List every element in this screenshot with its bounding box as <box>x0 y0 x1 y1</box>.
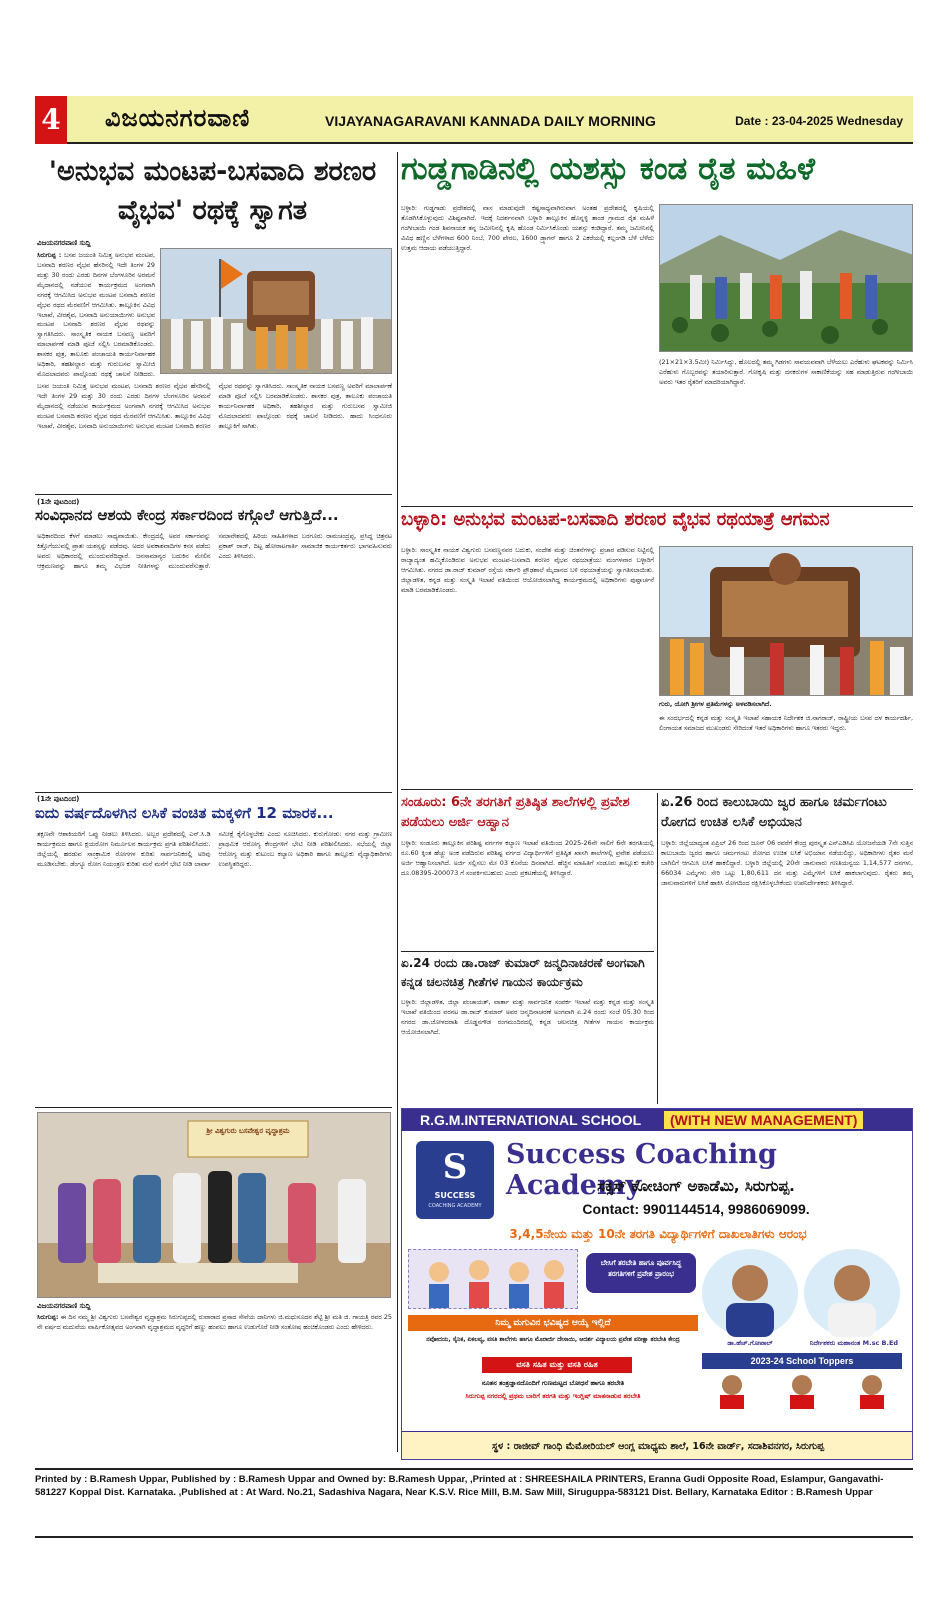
rythe-body-right: (21×21×3.5ಮೀ) ನಿರ್ಮಿಸಿದ್ದು, ಹೊಲದಲ್ಲಿ ತಮ್ಮ ಗಿಡಗಳು ಸಾವಯವವಾಗಿ ಬೆಳೆಯಲು ಎರೆಹುಳು ಘಟಕವನ್ನು ನಿರ್ಮಿಸಿ ಎರೆಹುಳು ಗೊಬ್ಬರವನ್ನು ತಯಾರಿಸುತ್ತಾರೆ. ಗೋಕೃಷಿ ಮತ್ತು ದನಕರುಗಳ ಸಾಕಾಣಿಕೆಯನ್ನು ಸಹ ಮಾಡುತ್ತಿರುವ ಗಂಗೀಬಾಯಿ ಅವರು ಇತರ ರೈತರಿಗೆ ಮಾದರಿಯಾಗಿದ್ದಾರೆ. <box>659 358 913 386</box>
ad-logo-sub: COACHING ACADEMY <box>428 1203 482 1209</box>
divider <box>401 506 913 507</box>
ratha-caption: ಗುರು, ಯೋಗಿ ಶ್ರೀಗಳ ಪ್ರತಿಮೆಗಳನ್ನು ಅಳವಡಿಸಲಾಗಿದೆ. <box>659 700 772 708</box>
ad-teacher-photo-2 <box>804 1249 900 1337</box>
old-age-home-banner: ಶ್ರೀ ವಿಶ್ವಗುರು ಬಸವೇಶ್ವರ ವೃದ್ಧಾಶ್ರಮ <box>206 1127 290 1135</box>
ad-admission: 3,4,5ನೇಯ ಮತ್ತು 10ನೇ ತರಗತಿ ವಿದ್ಯಾರ್ಥಿಗಳಿಗೆ ದಾಖಲಾತಿಗಳು ಆರಂಭ <box>509 1227 807 1241</box>
ad-address: ಸ್ಥಳ : ರಾಜೀವ್ ಗಾಂಧಿ ಮೆಮೋರಿಯಲ್ ಆಂಗ್ಲ ಮಾಧ್ಯಮ ಶಾಲೆ, 16ನೇ ವಾರ್ಡ್, ಸದಾಶಿವನಗರ, ಸಿರುಗುಪ್ಪ <box>402 1431 913 1460</box>
imprint-footer: Printed by : B.Ramesh Uppar, Published by : B.Ramesh Uppar and Owned by: B.Ramesh Uppar, ,Printed at : SHREESHAILA PRINTERS, Eranna Gudi Opposite Road, Eslampur, Gangavathi-581227 Koppal Dist. Karnataka. ,Published at : At Ward. No.21, Sadashiva Nagara, Near K.S.V. Rice Mill, B.M. Saw Mill, Siruguppa-583121 Dist. Bellary, Karnataka Editor : B.Ramesh Uppar <box>35 1474 884 1498</box>
children-illustration <box>409 1250 579 1310</box>
ratha-headline: ಬಳ್ಳಾರಿ: ಅನುಭವ ಮಂಟಪ-ಬಸವಾದಿ ಶರಣರ ವೈಭವ ರಥಯಾತ್ರೆ ಆಗಮನ <box>401 510 830 530</box>
ad-summer-badge: ಬೇಸಿಗೆ ತರಬೇತಿ ಹಾಗೂ ಪೂರ್ವಸಿದ್ಧ ತರಗತಿಗಳಿಗೆ ಪ್ರವೇಶ ಪ್ರಾರಂಭ <box>586 1253 696 1293</box>
samvidhana-tag: (1ನೇ ಪುಟದಿಂದ) <box>37 498 80 506</box>
shale-body: ಬಳ್ಳಾರಿ: ಸಂಡೂರು ತಾಲ್ಲೂಕಿನ ಪರಿಶಿಷ್ಟ ವರ್ಗಗಳ ಕಲ್ಯಾಣ ಇಲಾಖೆ ವತಿಯಿಂದ 2025-26ನೇ ಸಾಲಿಗೆ 6ನೇ ತರಗತಿಯಲ್ಲಿ ರೂ.60 ಕ್ಕಿಂತ ಹೆಚ್ಚು ಅಂಕ ಪಡೆದಿರುವ ಪರಿಶಿಷ್ಟ ವರ್ಗದ ವಿದ್ಯಾರ್ಥಿಗಳಿಗೆ ಪ್ರತಿಷ್ಠಿತ ಖಾಸಗಿ ಶಾಲೆಗಳಲ್ಲಿ ಪ್ರವೇಶ ಪಡೆಯಲು ಅರ್ಜಿ ಆಹ್ವಾನಿಸಲಾಗಿದೆ. ಅರ್ಜಿ ಸಲ್ಲಿಸಲು ಮೇ 03 ಕೊನೆಯ ದಿನವಾಗಿದೆ. ಹೆಚ್ಚಿನ ಮಾಹಿತಿಗೆ ಸಂಡೂರು ತಾಲ್ಲೂಕು ಕಚೇರಿ ದೂ.08395-200073 ಗೆ ಸಂಪರ್ಕಿಸಬಹುದು ಎಂದು ಪ್ರಕಟಣೆಯಲ್ಲಿ ತಿಳಿಸಿದ್ದಾರೆ. <box>401 839 654 877</box>
ad-logo <box>416 1141 494 1219</box>
ad-logo-letter: S <box>442 1147 468 1187</box>
ad-teacher-2-name: ನಿರ್ದೇಶಕರು ಮಹಾನಂತ M.sc B.Ed <box>809 1339 899 1347</box>
footer-rule <box>35 1468 913 1470</box>
farm-field-photo <box>660 205 913 352</box>
ad-contact: Contact: 9901144514, 9986069099. <box>582 1201 810 1217</box>
lasike-headline: ಐದು ವರ್ಷದೊಳಗಿನ ಲಸಿಕೆ ವಂಚಿತ ಮಕ್ಕಳಿಗೆ 12 ಮಾರಕ... <box>35 805 334 822</box>
anubhava-dateline: ಸಿರುಗುಪ್ಪ : <box>37 251 62 259</box>
ad-toppers-title: 2023-24 School Toppers <box>702 1353 902 1369</box>
ad-child-banner: ನಿಮ್ಮ ಮಗುವಿನ ಭವಿಷ್ಯದ ಆಯ್ಕೆ ಇಲ್ಲಿದೆ <box>408 1315 698 1331</box>
basavaprema-text: ಈ ದಿನ ನಮ್ಮ ಶ್ರೀ ವಿಶ್ವಗುರು ಬಸವೇಶ್ವರ ವೃದ್ಧಾಶ್ರಮ ಸಿರುಗುಪ್ಪದಲ್ಲಿ ರುವಾರಾದ ಪ್ರಸಾದ ಸೇವೆಯ ದಾನಿಗಳು ಜಿ.ಮಧುಸೂದನ ಶೆಟ್ಟಿ ಶ್ರೀ ಮತಿ ಜಿ. ಗಾಯತ್ರಿ ರವರ 25 ನೇ ವರ್ಷದ ಮದುವೆಯ ವಾರ್ಷಿಕೋತ್ಸವದ ಅಂಗವಾಗಿ ವೃದ್ಧಾಶ್ರಮದ ವೃದ್ಧರಿಗೆ ಹಣ್ಣು ಹಂಪಲು ಹಾಗೂ ಉಡುಗೊರೆ ನೀಡಿ ಸಂತೋಷ ಹಂಚಿಕೊಂಡರು ಎಂದು ಹೇಳಿದರು. <box>37 1313 392 1331</box>
anubhava-byline: ವಿಜಯನಗರವಾಣಿ ಸುದ್ದಿ <box>37 239 91 247</box>
ratha-photo <box>659 546 913 696</box>
lasike-body: ತಕ್ಷಣವೇ ಆಶಾಕಿಯರಿಗೆ ಒಪ್ಪು ನೀಡಲು ತಿಳಿಸಿದರು. ಅಬ್ಬರ ಪ್ರದೇಶದಲ್ಲಿ ಎನ್.ಸಿ.ಡಿ ಕಾರ್ಯಕ್ರಮದ ಹಾಗೂ ಕ್ಷಯರೋಗ ನಿರ್ಮೂಲನ ಕಾರ್ಯಕ್ರಮ ಪ್ರಗತಿ ಪರಿಶೀಲಿಸಿದರು. ಜಿಲ್ಲೆಯಲ್ಲಿ ಹರಡುವ ಸಾಂಕ್ರಾಮಿಕ ರೋಗಗಳ ಕುರಿತು ಸಾರ್ವಜನಿಕರಲ್ಲಿ ಅರಿವು ಮೂಡಿಸಬೇಕು. ಡೆಂಗ್ಯೂ ರೋಗ ನಿಯಂತ್ರಣ ಕುರಿತು ಮನೆ ಮನೆಗೆ ಭೇಟಿ ನೀಡಿ ಲಾರ್ವಾ ಸಮೀಕ್ಷೆ ಕೈಗೊಳ್ಳಬೇಕು ಎಂದು ಸೂಚಿಸಿದರು. ಕುರುಗೋಡು: ನಗರ ಮತ್ತು ಗ್ರಾಮೀಣ ಪ್ರಾಥಮಿಕ ಆರೋಗ್ಯ ಕೇಂದ್ರಗಳಿಗೆ ಭೇಟಿ ನೀಡಿ ಪರಿಶೀಲಿಸಿದರು. ಸಭೆಯಲ್ಲಿ ಜಿಲ್ಲಾ ಆರೋಗ್ಯ ಮತ್ತು ಕುಟುಂಬ ಕಲ್ಯಾಣ ಅಧಿಕಾರಿ ಹಾಗೂ ತಾಲ್ಲೂಕು ವೈದ್ಯಾಧಿಕಾರಿಗಳು ಉಪಸ್ಥಿತರಿದ್ದರು. <box>37 830 392 868</box>
ad-school-strip <box>402 1109 913 1131</box>
ratha-crowd-photo <box>161 249 392 374</box>
divider <box>401 789 913 790</box>
ad-academy-kannada: ಸಕ್ಸಸ್ ಕೋಚಿಂಗ್ ಅಕಾಡೆಮಿ, ಸಿರುಗುಪ್ಪ. <box>597 1177 795 1195</box>
ad-school-tag: (WITH NEW MANAGEMENT) <box>664 1111 863 1129</box>
footer-bottom-rule <box>35 1536 913 1538</box>
column-rule <box>397 152 398 1452</box>
old-age-home-photo <box>37 1112 391 1298</box>
coaching-advertisement <box>401 1108 913 1460</box>
newspaper-page <box>35 96 913 1551</box>
masthead <box>35 96 913 144</box>
ad-logo-text: SUCCESS <box>434 1191 476 1200</box>
ratha-body-right: ಈ ಸಂದರ್ಭದಲ್ಲಿ ಕನ್ನಡ ಮತ್ತು ಸಂಸ್ಕೃತಿ ಇಲಾಖೆ ಸಹಾಯಕ ನಿರ್ದೇಶಕ ಜಿ.ನಾಗರಾಜ್, ರಾಷ್ಟ್ರೀಯ ಬಸವ ದಳ ಕಾರ್ಯದರ್ಶಿ, ಲಿಂಗಾಯತ ಸಮಾಜದ ಮುಖಂಡರು ಸೇರಿದಂತೆ ಇತರೆ ಅಧಿಕಾರಿಗಳು ಹಾಗೂ ಇತರರು ಇದ್ದರು. <box>659 714 913 732</box>
page-number: 4 <box>35 96 67 144</box>
samvidhana-headline: ಸಂವಿಧಾನದ ಆಶಯ ಕೇಂದ್ರ ಸರ್ಕಾರದಿಂದ ಕಗ್ಗೊಲೆ ಆಗುತ್ತಿದೆ... <box>35 507 339 524</box>
ad-facilities: ನವೋದಯ, ಸೈನಿಕ, ಏಕಲವ್ಯ, ವಸತಿ ಶಾಲೆಗಳು ಹಾಗೂ ಮೊರಾರ್ಜಿ ದೇಸಾಯಿ, ಆದರ್ಶ ವಿದ್ಯಾಲಯ ಪ್ರವೇಶ ಪರೀಕ್ಷಾ ತರಬೇತಿ ಕೇಂದ್ರ <box>426 1336 680 1343</box>
basavaprema-byline: ವಿಜಯನಗರವಾಣಿ ಸುದ್ದಿ <box>37 1302 91 1310</box>
divider <box>35 1107 392 1108</box>
ad-hostel: ವಸತಿ ಸಹಿತ ಮತ್ತು ವಸತಿ ರಹಿತ <box>482 1357 632 1373</box>
shale-headline: ಸಂಡೂರು: 6ನೇ ತರಗತಿಗೆ ಪ್ರತಿಷ್ಠಿತ ಶಾಲೆಗಳಲ್ಲಿ ಪ್ರವೇಶ ಪಡೆಯಲು ಅರ್ಜಿ ಆಹ್ವಾನ <box>401 795 630 831</box>
ad-toppers-photos <box>702 1371 902 1409</box>
ad-teacher-photo-1 <box>702 1249 798 1337</box>
column-rule <box>657 793 658 1104</box>
ad-teacher-1-name: ಡಾ.ಹೆಚ್.ಗೋಪಾಲ್ <box>727 1339 773 1347</box>
divider <box>401 951 654 952</box>
rythe-body: ಬಳ್ಳಾರಿ: ಗುಡ್ಡಗಾಡು ಪ್ರದೇಶದಲ್ಲಿ ವಾಸ ಮಾಡುವುದೇ ಕಷ್ಟಸಾಧ್ಯವಾಗಿರುವಾಗ ಅಂತಹ ಪ್ರದೇಶದಲ್ಲಿ ಕೃಷಿಯಲ್ಲಿ ತೊಡಗಿಸಿಕೊಳ್ಳುವುದು ವಿಶಿಷ್ಟವಾಗಿದೆ. ಇದಕ್ಕೆ ನಿದರ್ಶನವಾಗಿ ಬಳ್ಳಾರಿ ತಾಲ್ಲೂಕಿನ ಹೊನ್ನಳ್ಳಿ ತಾಂಡ ಗ್ರಾಮದ ರೈತ ಮಹಿಳೆ ಗಂಗೀಬಾಯಿ ಗಂಡ ಶಿವನಾಯಕ ತನ್ನ ಜಮೀನಿನಲ್ಲಿ ಕೃಷಿ ಹೊಂಡ ನಿರ್ಮಿಸಿಕೊಂಡು ಯಶಸ್ಸು ಕಂಡಿದ್ದಾರೆ. ತಮ್ಮ ಜಮೀನಿನಲ್ಲಿ ವಿವಿಧ ಹಣ್ಣಿನ ಬೆಳೆಗಳಾದ 600 ನಿಂಬೆ, 700 ಪೇರಲ, 1600 ಡ್ರ್ಯಾಗನ್ ಹಾಗೂ 2 ಎಕರೆಯಲ್ಲಿ ಕಲ್ಲಂಗಡಿ ಬೆಳೆ ಬೆಳೆದು ಉತ್ತಮ ಆದಾಯ ಪಡೆಯುತ್ತಿದ್ದಾರೆ. <box>401 204 654 252</box>
rythe-headline: ಗುಡ್ಡಗಾಡಿನಲ್ಲಿ ಯಶಸ್ಸು ಕಂಡ ರೈತ ಮಹಿಳೆ <box>401 152 816 187</box>
masthead-title-english: VIJAYANAGARAVANI KANNADA DAILY MORNING <box>325 113 656 129</box>
lasike-tag: (1ನೇ ಪುಟದಿಂದ) <box>37 795 80 803</box>
rythe-photo <box>659 204 913 352</box>
ad-note-2: ಸಿರುಗುಪ್ಪ ನಗರದಲ್ಲಿ ಪ್ರಥಮ ಬಾರಿಗೆ ತರಗತಿ ಮತ್ತು ಇಂಗ್ಲಿಷ್ ಮಾತನಾಡುವ ತರಬೇತಿ <box>465 1392 641 1400</box>
ad-academy-name: Success Coaching Academy <box>506 1139 777 1201</box>
masthead-title-kannada: ವಿಜಯನಗರವಾಣಿ <box>105 104 251 132</box>
ad-school-name: R.G.M.INTERNATIONAL SCHOOL <box>420 1112 642 1128</box>
ratha-welcome-photo <box>660 547 913 696</box>
basavaprema-body <box>37 1313 392 1391</box>
anubhava-body-continued: ಬಸವ ಜಯಂತಿ ನಿಮಿತ್ತ ಅನುಭವ ಮಂಟಪ, ಬಸವಾದಿ ಶರಣರ ವೈಭವ ಹೆಸರಿನಲ್ಲಿ ಇದೇ ತಿಂಗಳ 29 ಮತ್ತು 30 ರಂದು ಎರಡು ದಿನಗಳ ಬೆಂಗಳೂರಿನ ಅರಮನೆ ಮೈದಾನದಲ್ಲಿ ನಡೆಯುವ ಕಾರ್ಯಕ್ರಮದ ಅಂಗವಾಗಿ ನಗರಕ್ಕೆ ಆಗಮಿಸಿದ ಅನುಭವ ಮಂಟಪ ಬಸವಾದಿ ಶರಣರ ವೈಭವ ರಥದ ಮೆರವಣಿಗೆ ಆಗಮಿಸಿತು. ತಾಲ್ಲೂಕಿನ ವಿವಿಧ ಇಲಾಖೆ, ವೀರಶೈವ, ಬಸವಾದಿ ಅನುಯಾಯಿಗಳು ಅನುಭವ ಮಂಟಪ ಬಸವಾದಿ ಶರಣರ ವೈಭವ ರಥವನ್ನು ಸ್ವಾಗತಿಸಿದರು. ಸಾಂಸ್ಕೃತಿಕ ನಾಯಕ ಬಸವಣ್ಣ ಅವರಿಗೆ ಮಾಲಾರ್ಪಣೆ ಮಾಡಿ ಪೂಜೆ ಸಲ್ಲಿಸಿ ಬರಮಾಡಿಕೊಂಡರು. ಶಾಸಕರ ಪುತ್ರ, ತಾಲೂಕು ಪಂಚಾಯತಿ ಕಾರ್ಯನಿರ್ವಾಹಕ ಅಧಿಕಾರಿ, ತಹಶೀಲ್ದಾರ ಮತ್ತು ಗುರುಬಸವ ಸ್ವಾಮೀಜಿ ಮೊದಲಾದವರು ಪಾಲ್ಗೊಂಡು ರಥಕ್ಕೆ ಚಾಲನೆ ನೀಡಿದರು. ಹಾದು ಸಿಂಧನೂರು ತಾಲ್ಲೂಕಿಗೆ ಸಾಗಿತು. <box>37 382 392 430</box>
anubhava-text: ಬಸವ ಜಯಂತಿ ನಿಮಿತ್ತ ಅನುಭವ ಮಂಟಪ, ಬಸವಾದಿ ಶರಣರ ವೈಭವ ಹೆಸರಿನಲ್ಲಿ ಇದೇ ತಿಂಗಳ 29 ಮತ್ತು 30 ರಂದು ಎರಡು ದಿನಗಳ ಬೆಂಗಳೂರಿನ ಅರಮನೆ ಮೈದಾನದಲ್ಲಿ ನಡೆಯುವ ಕಾರ್ಯಕ್ರಮದ ಅಂಗವಾಗಿ ನಗರಕ್ಕೆ ಆಗಮಿಸಿದ ಅನುಭವ ಮಂಟಪ ಬಸವಾದಿ ಶರಣರ ವೈಭವ ರಥದ ಮೆರವಣಿಗೆ ಆಗಮಿಸಿತು. ತಾಲ್ಲೂಕಿನ ವಿವಿಧ ಇಲಾಖೆ, ವೀರಶೈವ, ಬಸವಾದಿ ಅನುಯಾಯಿಗಳು ಅನುಭವ ಮಂಟಪ ಬಸವಾದಿ ಶರಣರ ವೈಭವ ರಥವನ್ನು ಸ್ವಾಗತಿಸಿದರು. ಸಾಂಸ್ಕೃತಿಕ ನಾಯಕ ಬಸವಣ್ಣ ಅವರಿಗೆ ಮಾಲಾರ್ಪಣೆ ಮಾಡಿ ಪೂಜೆ ಸಲ್ಲಿಸಿ ಬರಮಾಡಿಕೊಂಡರು. ಶಾಸಕರ ಪುತ್ರ, ತಾಲೂಕು ಪಂಚಾಯತಿ ಕಾರ್ಯನಿರ್ವಾಹಕ ಅಧಿಕಾರಿ, ತಹಶೀಲ್ದಾರ ಮತ್ತು ಗುರುಬಸವ ಸ್ವಾಮೀಜಿ ಮೊದಲಾದವರು ಪಾಲ್ಗೊಂಡು ರಥಕ್ಕೆ ಚಾಲನೆ ನೀಡಿದರು. <box>37 251 155 379</box>
jwara-headline: ಏ.26 ರಿಂದ ಕಾಲುಬಾಯಿ ಜ್ವರ ಹಾಗೂ ಚರ್ಮಗಂಟು ರೋಗದ ಉಚಿತ ಲಸಿಕೆ ಅಭಿಯಾನ <box>661 795 887 831</box>
anubhava-body <box>37 251 155 381</box>
rajkumar-headline: ಏ.24 ರಂದು ಡಾ.ರಾಜ್ ಕುಮಾರ್ ಜನ್ಮದಿನಾಚರಣೆ ಅಂಗವಾಗಿ ಕನ್ನಡ ಚಲನಚಿತ್ರ ಗೀತೆಗಳ ಗಾಯನ ಕಾರ್ಯಕ್ರಮ <box>401 956 645 989</box>
jwara-body: ಬಳ್ಳಾರಿ: ಜಿಲ್ಲೆಯಾದ್ಯಂತ ಏಪ್ರಿಲ್ 26 ರಿಂದ ಜೂನ್ 06 ರವರೆಗೆ ಕೇಂದ್ರ ಪುರಸ್ಕೃತ ಎನ್‌ಎಡಿಸಿಪಿ ಯೋಜನೆಯಡಿ 7ನೇ ಸುತ್ತಿನ ಕಾಲುಬಾಯಿ ಜ್ವರದ ಹಾಗೂ ಚರ್ಮಗಂಟು ರೋಗದ ಉಚಿತ ಲಸಿಕೆ ಅಭಿಯಾನ ನಡೆಯಲಿದ್ದು, ಅಧಿಕಾರಿಗಳು ರೈತರ ಮನೆ ಬಾಗಿಲಿಗೆ ಆಗಮಿಸಿ ಲಸಿಕೆ ಹಾಕಲಿದ್ದಾರೆ. ಬಳ್ಳಾರಿ ಜಿಲ್ಲೆಯಲ್ಲಿ 20ನೇ ಜಾನುವಾರು ಗಣತಿಯನ್ವಯ 1,14,577 ದನಗಳು, 66034 ಎಮ್ಮೆಗಳು ಸೇರಿ ಒಟ್ಟು 1,80,611 ದನ ಮತ್ತು ಎಮ್ಮೆಗಳಿಗೆ ಲಸಿಕೆ ಹಾಕಲಾಗುವುದು. ರೈತರು ತಮ್ಮ ಜಾನುವಾರುಗಳಿಗೆ ಲಸಿಕೆ ಹಾಕಿಸಿ ರೋಗದಿಂದ ರಕ್ಷಿಸಿಕೊಳ್ಳಬೇಕೆಂದು ಉಪನಿರ್ದೇಶಕರು ತಿಳಿಸಿದ್ದಾರೆ. <box>661 839 913 887</box>
group-photo <box>38 1113 391 1298</box>
samvidhana-body: ಅಧಿಕಾರದಿಂದ ಕೆಳಗೆ ಮಾಡಲು ಸಾಧ್ಯವಾಯಿತು. ಕೇಂದ್ರದಲ್ಲಿ ಅವರ ಸರ್ಕಾರವನ್ನು ಕಿತ್ತೊಗೆಯುವಲ್ಲಿ ಪ್ರಾತಃ ಯಶಸ್ಸನ್ನು ಪಡೆದವು. ಅದರ ಅವಕಾಶವಾದಿಗಳ ಕನಸ ಪಡೆದು ಅವರು ಅಧಿಕಾರದಲ್ಲಿ ಮುಂದುವರೆದಿದ್ದಾರೆ. ಜನಸಾಮಾನ್ಯರ ಬದುಕಿನ ಮೇಲಿನ ಆಕ್ರಮಣವನ್ನು ಹಾಗೂ ತಮ್ಮ ವಿಭಜಕ ನೀತಿಗಳನ್ನು ಮುಂದುವರೆಸುತ್ತಾರೆ. ಸಮಾವೇಶದಲ್ಲಿ ಹಿರಿಯ ಸಾಹಿತಿಗಳಾದ ಬರಗೂರು ರಾಮಚಂದ್ರಪ್ಪ, ಪ್ರಸಿದ್ಧ ಚಿತ್ರನಟ ಪ್ರಕಾಶ್ ರಾಜ್, ದಿಟ್ಟ ಹೋರಾಟಗಾರ್ತಿ ಸಾಮಾಜಿಕ ಕಾರ್ಯಕರ್ತರು ಭಾಗವಹಿಸುವರು ಎಂದು ತಿಳಿಸಿದರು. <box>37 532 392 570</box>
divider <box>35 494 392 495</box>
basavaprema-dateline: ಸಿರುಗುಪ್ಪ: <box>37 1313 59 1321</box>
anubhava-headline: 'ಅನುಭವ ಮಂಟಪ-ಬಸವಾದಿ ಶರಣರ ವೈಭವ' ರಥಕ್ಕೆ ಸ್ವಾಗತ <box>48 156 377 227</box>
anubhava-photo <box>160 248 392 374</box>
ad-children-photo <box>408 1249 578 1309</box>
divider <box>35 792 392 793</box>
masthead-date: Date : 23-04-2025 Wednesday <box>735 114 903 128</box>
ad-note-1: ನೂತನ ತಂತ್ರಜ್ಞಾನದೊಂದಿಗೆ ಗುಣಮಟ್ಟದ ಬೋಧನೆ ಹಾಗೂ ತರಬೇತಿ <box>481 1379 625 1387</box>
rajkumar-body: ಬಳ್ಳಾರಿ: ಜಿಲ್ಲಾಡಳಿತ, ಜಿಲ್ಲಾ ಪಂಚಾಯತ್, ವಾರ್ತಾ ಮತ್ತು ಸಾರ್ವಜನಿಕ ಸಂಪರ್ಕ ಇಲಾಖೆ ಮತ್ತು ಕನ್ನಡ ಮತ್ತು ಸಂಸ್ಕೃತಿ ಇಲಾಖೆ ವತಿಯಿಂದ ವರನಟ ಡಾ.ರಾಜ್ ಕುಮಾರ್ ಅವರ ಜನ್ಮದಿನಾಚರಣೆ ಅಂಗವಾಗಿ ಏ.24 ರಂದು ಸಂಜೆ 05.30 ರಿಂದ ನಗರದ ಡಾ.ಜೋಳದರಾಶಿ ದೊಡ್ಡನಗೌಡ ರಂಗಮಂದಿರದಲ್ಲಿ ಕನ್ನಡ ಚಲನಚಿತ್ರ ಗೀತೆಗಳ ಗಾಯನ ಕಾರ್ಯಕ್ರಮ ಆಯೋಜಿಸಲಾಗಿದೆ. <box>401 998 654 1036</box>
ratha-body: ಬಳ್ಳಾರಿ: ಸಾಂಸ್ಕೃತಿಕ ನಾಯಕ ವಿಶ್ವಗುರು ಬಸವಣ್ಣನವರ ಬದುಕು, ಸಂದೇಶ ಮತ್ತು ಚಿಂತನೆಗಳನ್ನು ಪ್ರಚಾರ ಪಡಿಸುವ ನಿಟ್ಟಿನಲ್ಲಿ ರಾಜ್ಯಾದ್ಯಂತ ಹಮ್ಮಿಕೊಂಡಿರುವ ಅನುಭವ ಮಂಟಪ-ಬಸವಾದಿ ಶರಣರ ವೈಭವ ರಥಯಾತ್ರೆಯು ಮಂಗಳವಾರ ಬಳ್ಳಾರಿಗೆ ಆಗಮಿಸಿತು. ನಗರದ ಡಾ.ರಾಜ್ ಕುಮಾರ್ ರಸ್ತೆಯ ಸರ್ಕಾರಿ ಪ್ರೌಢಶಾಲೆ ಮೈದಾನದ ಬಳಿ ರಥಯಾತ್ರೆಯನ್ನು ಸ್ವಾಗತಿಸಲಾಯಿತು. ಜಿಲ್ಲಾಡಳಿತ, ಕನ್ನಡ ಮತ್ತು ಸಂಸ್ಕೃತಿ ಇಲಾಖೆ ವತಿಯಿಂದ ಆಯೋಜಿಸಲಾಗಿದ್ದ ಕಾರ್ಯಕ್ರಮದಲ್ಲಿ ಅಧಿಕಾರಿಗಳು ಪುಷ್ಪಾರ್ಚನೆ ಮಾಡಿ ಬರಮಾಡಿಕೊಂಡರು. <box>401 546 654 594</box>
